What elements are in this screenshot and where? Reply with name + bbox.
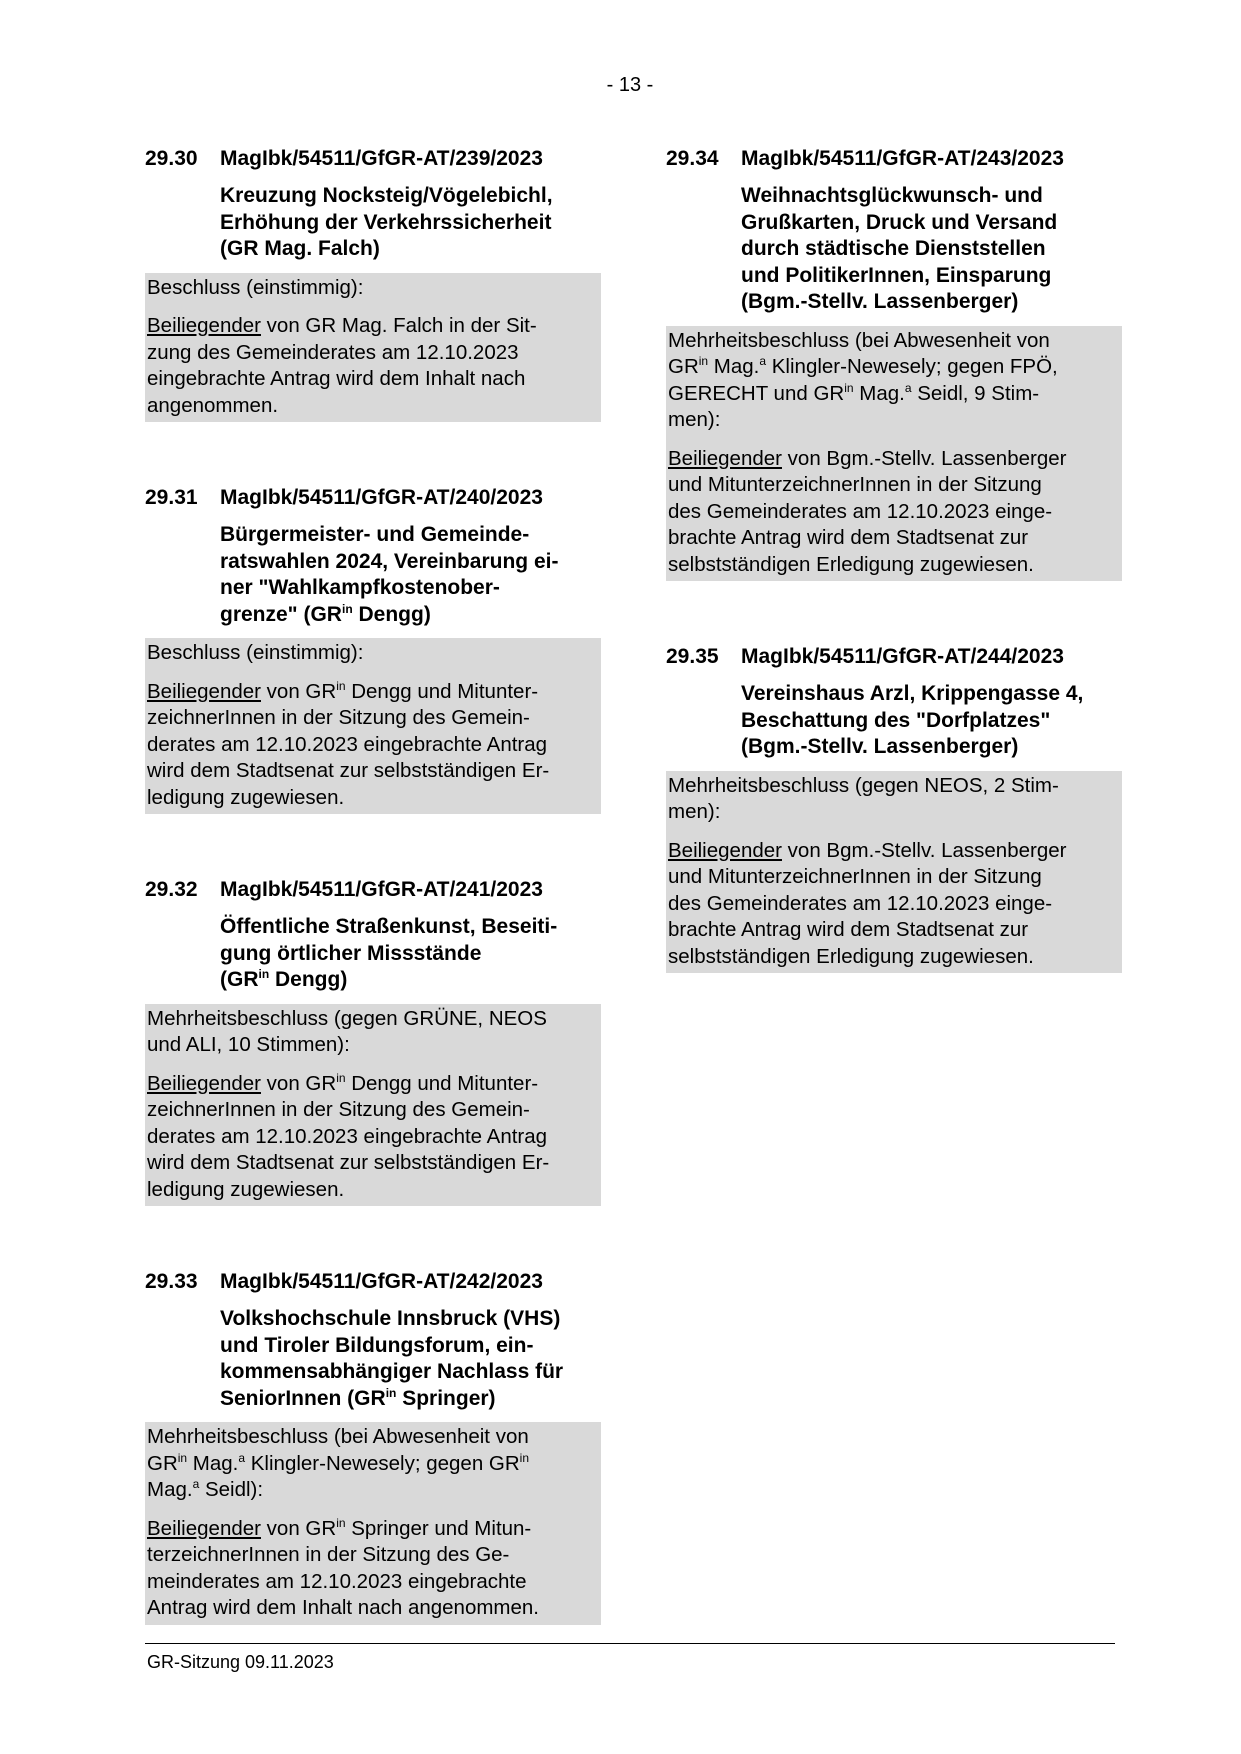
- resolution-line: Mehrheitsbeschluss (bei Abwesenheit von: [147, 1425, 529, 1448]
- superscript: in: [336, 1515, 346, 1530]
- superscript: a: [192, 1477, 200, 1491]
- item-number: 29.32: [145, 878, 198, 901]
- resolution-line: GERECHT und GR: [668, 381, 845, 405]
- item-number: 29.34: [666, 147, 719, 170]
- item-heading: [145, 485, 601, 511]
- body-text: wird dem Stadtsenat zur selbstständigen Er-: [147, 1151, 550, 1174]
- body-text: des Gemeinderates am 12.10.2023 einge-: [668, 891, 1053, 915]
- body-first-word: Beiliegender: [147, 314, 261, 337]
- body-text: des Gemeinderates am 12.10.2023 einge-: [668, 499, 1053, 523]
- item-reference: MagIbk/54511/GfGR-AT/240/2023: [220, 486, 543, 509]
- superscript: in: [336, 1070, 346, 1085]
- item-heading: [145, 1269, 601, 1295]
- item-reference: MagIbk/54511/GfGR-AT/244/2023: [741, 645, 1064, 668]
- decision-body: [668, 838, 1121, 971]
- resolution-line: GR: [668, 355, 699, 378]
- item-title: [741, 681, 1122, 761]
- body-text: und MitunterzeichnerInnen in der Sitzung: [668, 473, 1042, 496]
- body-text: von GR Mag. Falch in der Sit-: [260, 314, 537, 337]
- body-text: Springer und Mitun-: [345, 1516, 532, 1540]
- body-text: von GR: [260, 679, 337, 703]
- resolution-text: [668, 328, 1121, 434]
- left-column: [145, 146, 601, 1688]
- resolution-line: Mehrheitsbeschluss (gegen NEOS, 2 Stim-: [668, 773, 1059, 797]
- item-heading: [145, 146, 601, 172]
- title-text: Springer): [396, 1386, 496, 1410]
- body-text: terzeichnerInnen in der Sitzung des Ge-: [147, 1543, 510, 1566]
- body-text: angenommen.: [147, 393, 279, 417]
- body-text: zung des Gemeinderates am 12.10.2023: [147, 340, 519, 364]
- body-text: selbstständigen Erledigung zugewiesen.: [668, 552, 1034, 576]
- resolution-line: Mag.: [187, 1451, 239, 1475]
- superscript: in: [698, 354, 709, 368]
- title-line: [220, 1386, 601, 1413]
- body-text: und MitunterzeichnerInnen in der Sitzung: [668, 865, 1042, 888]
- title-text: SeniorInnen (GR: [220, 1386, 386, 1410]
- superscript: a: [759, 354, 767, 368]
- agenda-item: [666, 146, 1122, 581]
- title-line: (GR Mag. Falch): [220, 237, 380, 260]
- body-text: brachte Antrag wird dem Stadtsenat zur: [668, 526, 1029, 549]
- title-line: Öffentliche Straßenkunst, Beseiti-: [220, 915, 558, 938]
- body-text: zeichnerInnen in der Sitzung des Gemein-: [147, 706, 530, 729]
- title-line: Vereinshaus Arzl, Krippengasse 4,: [741, 682, 1084, 705]
- decision-body: [147, 1516, 600, 1622]
- agenda-item: [145, 877, 601, 1206]
- body-text: meinderates am 12.10.2023 eingebrachte: [147, 1569, 527, 1593]
- item-title: [220, 1306, 601, 1412]
- resolution-text: Beschluss (einstimmig):: [147, 275, 364, 299]
- agenda-item: [145, 146, 601, 422]
- item-number: 29.31: [145, 486, 198, 509]
- body-text: derates am 12.10.2023 eingebrachte Antrag: [147, 732, 548, 756]
- title-text: Dengg): [269, 968, 348, 991]
- item-title: [220, 183, 601, 263]
- superscript: in: [341, 601, 353, 616]
- page-number: - 13 -: [606, 74, 654, 96]
- decision-body: [147, 313, 600, 419]
- title-text: grenze" (GR: [220, 602, 342, 626]
- item-heading: [145, 877, 601, 903]
- body-text: von GR: [260, 1071, 337, 1095]
- title-text: (GR: [220, 968, 259, 991]
- decision-body: [668, 446, 1121, 579]
- body-text: Dengg und Mitunter-: [345, 1071, 539, 1095]
- resolution-line: Mag.: [853, 381, 905, 405]
- agenda-item: [666, 644, 1122, 973]
- body-text: Dengg und Mitunter-: [345, 679, 539, 703]
- superscript: in: [844, 380, 854, 395]
- body-first-word: Beiliegender: [147, 1071, 261, 1095]
- title-line: kommensabhängiger Nachlass für: [220, 1360, 564, 1383]
- body-text: ledigung zugewiesen.: [147, 785, 345, 809]
- resolution-line: Mehrheitsbeschluss (gegen GRÜNE, NEOS: [147, 1006, 547, 1030]
- item-title: [741, 183, 1122, 316]
- item-number: 29.30: [145, 147, 198, 170]
- superscript: a: [238, 1450, 246, 1465]
- title-line: durch städtische Dienststellen: [741, 237, 1046, 260]
- body-text: eingebrachte Antrag wird dem Inhalt nach: [147, 367, 526, 390]
- superscript: in: [258, 967, 270, 981]
- item-heading: [666, 644, 1122, 670]
- resolution-line: Mehrheitsbeschluss (bei Abwesenheit von: [668, 328, 1050, 352]
- title-line: (Bgm.-Stellv. Lassenberger): [741, 735, 1019, 758]
- title-line: Beschattung des "Dorfplatzes": [741, 708, 1051, 732]
- body-text: von GR: [260, 1516, 337, 1540]
- agenda-item: [145, 1269, 601, 1625]
- body-first-word: Beiliegender: [147, 1516, 261, 1540]
- body-text: Antrag wird dem Inhalt nach angenommen.: [147, 1596, 540, 1619]
- resolution-line: Mag.: [708, 355, 760, 378]
- decision-box: [145, 1004, 601, 1207]
- decision-box: [145, 638, 601, 814]
- resolution-line: men):: [668, 800, 721, 823]
- decision-box: [666, 326, 1122, 582]
- resolution-text: [147, 1424, 600, 1504]
- title-line: Kreuzung Nocksteig/Vögelebichl,: [220, 184, 553, 207]
- title-line: (Bgm.-Stellv. Lassenberger): [741, 290, 1019, 313]
- resolution-line: Klingler-Newesely; gegen FPÖ,: [766, 355, 1058, 378]
- title-line: und Tiroler Bildungsforum, ein-: [220, 1333, 534, 1357]
- item-reference: MagIbk/54511/GfGR-AT/243/2023: [741, 147, 1064, 170]
- title-line: und PolitikerInnen, Einsparung: [741, 263, 1052, 287]
- footer-text: GR-Sitzung 09.11.2023: [147, 1652, 334, 1672]
- resolution-line: Seidl):: [199, 1478, 264, 1501]
- body-text: derates am 12.10.2023 eingebrachte Antrag: [147, 1124, 548, 1148]
- resolution-line: men):: [668, 408, 721, 431]
- title-line: Weihnachtsglückwunsch- und: [741, 184, 1043, 207]
- body-text: selbstständigen Erledigung zugewiesen.: [668, 944, 1034, 968]
- superscript: in: [519, 1450, 530, 1465]
- title-line: Erhöhung der Verkehrssicherheit: [220, 210, 552, 234]
- superscript: a: [904, 380, 912, 395]
- title-text: Dengg): [352, 602, 431, 626]
- title-line: [220, 602, 601, 629]
- title-line: Volkshochschule Innsbruck (VHS): [220, 1307, 561, 1330]
- item-reference: MagIbk/54511/GfGR-AT/239/2023: [220, 147, 543, 170]
- body-text: wird dem Stadtsenat zur selbstständigen Er-: [147, 759, 550, 782]
- superscript: in: [336, 678, 346, 693]
- body-first-word: Beiliegender: [668, 446, 782, 470]
- title-line: ner "Wahlkampfkostenober-: [220, 576, 500, 599]
- item-reference: MagIbk/54511/GfGR-AT/242/2023: [220, 1270, 543, 1293]
- item-reference: MagIbk/54511/GfGR-AT/241/2023: [220, 878, 543, 901]
- body-text: ledigung zugewiesen.: [147, 1177, 345, 1201]
- superscript: in: [177, 1450, 188, 1465]
- body-first-word: Beiliegender: [147, 679, 261, 703]
- item-number: 29.33: [145, 1270, 198, 1293]
- item-number: 29.35: [666, 645, 719, 668]
- body-text: zeichnerInnen in der Sitzung des Gemein-: [147, 1098, 530, 1121]
- body-text: brachte Antrag wird dem Stadtsenat zur: [668, 918, 1029, 941]
- title-line: gung örtlicher Missstände: [220, 941, 482, 965]
- resolution-text: [668, 773, 1121, 826]
- resolution-line: Seidl, 9 Stim-: [911, 381, 1040, 405]
- body-first-word: Beiliegender: [668, 838, 782, 862]
- resolution-line: Klingler-Newesely; gegen GR: [245, 1451, 520, 1475]
- body-text: von Bgm.-Stellv. Lassenberger: [781, 838, 1067, 862]
- title-line: Grußkarten, Druck und Versand: [741, 210, 1058, 234]
- title-line: Bürgermeister- und Gemeinde-: [220, 523, 530, 546]
- resolution-line: und ALI, 10 Stimmen):: [147, 1033, 350, 1056]
- resolution-line: Mag.: [147, 1478, 193, 1501]
- item-title: [220, 914, 601, 994]
- decision-box: [666, 771, 1122, 974]
- superscript: in: [385, 1385, 397, 1400]
- footer-divider: [145, 1643, 1115, 1644]
- title-line: ratswahlen 2024, Vereinbarung ei-: [220, 549, 559, 573]
- item-title: [220, 522, 601, 628]
- decision-box: [145, 1422, 601, 1625]
- resolution-text: [147, 1006, 600, 1059]
- title-line: [220, 967, 601, 994]
- resolution-text: Beschluss (einstimmig):: [147, 641, 364, 664]
- decision-body: [147, 679, 600, 812]
- item-heading: [666, 146, 1122, 172]
- decision-body: [147, 1071, 600, 1204]
- body-text: von Bgm.-Stellv. Lassenberger: [781, 446, 1067, 470]
- decision-box: [145, 273, 601, 423]
- agenda-item: [145, 485, 601, 814]
- right-column: [666, 146, 1122, 1036]
- resolution-line: GR: [147, 1451, 178, 1475]
